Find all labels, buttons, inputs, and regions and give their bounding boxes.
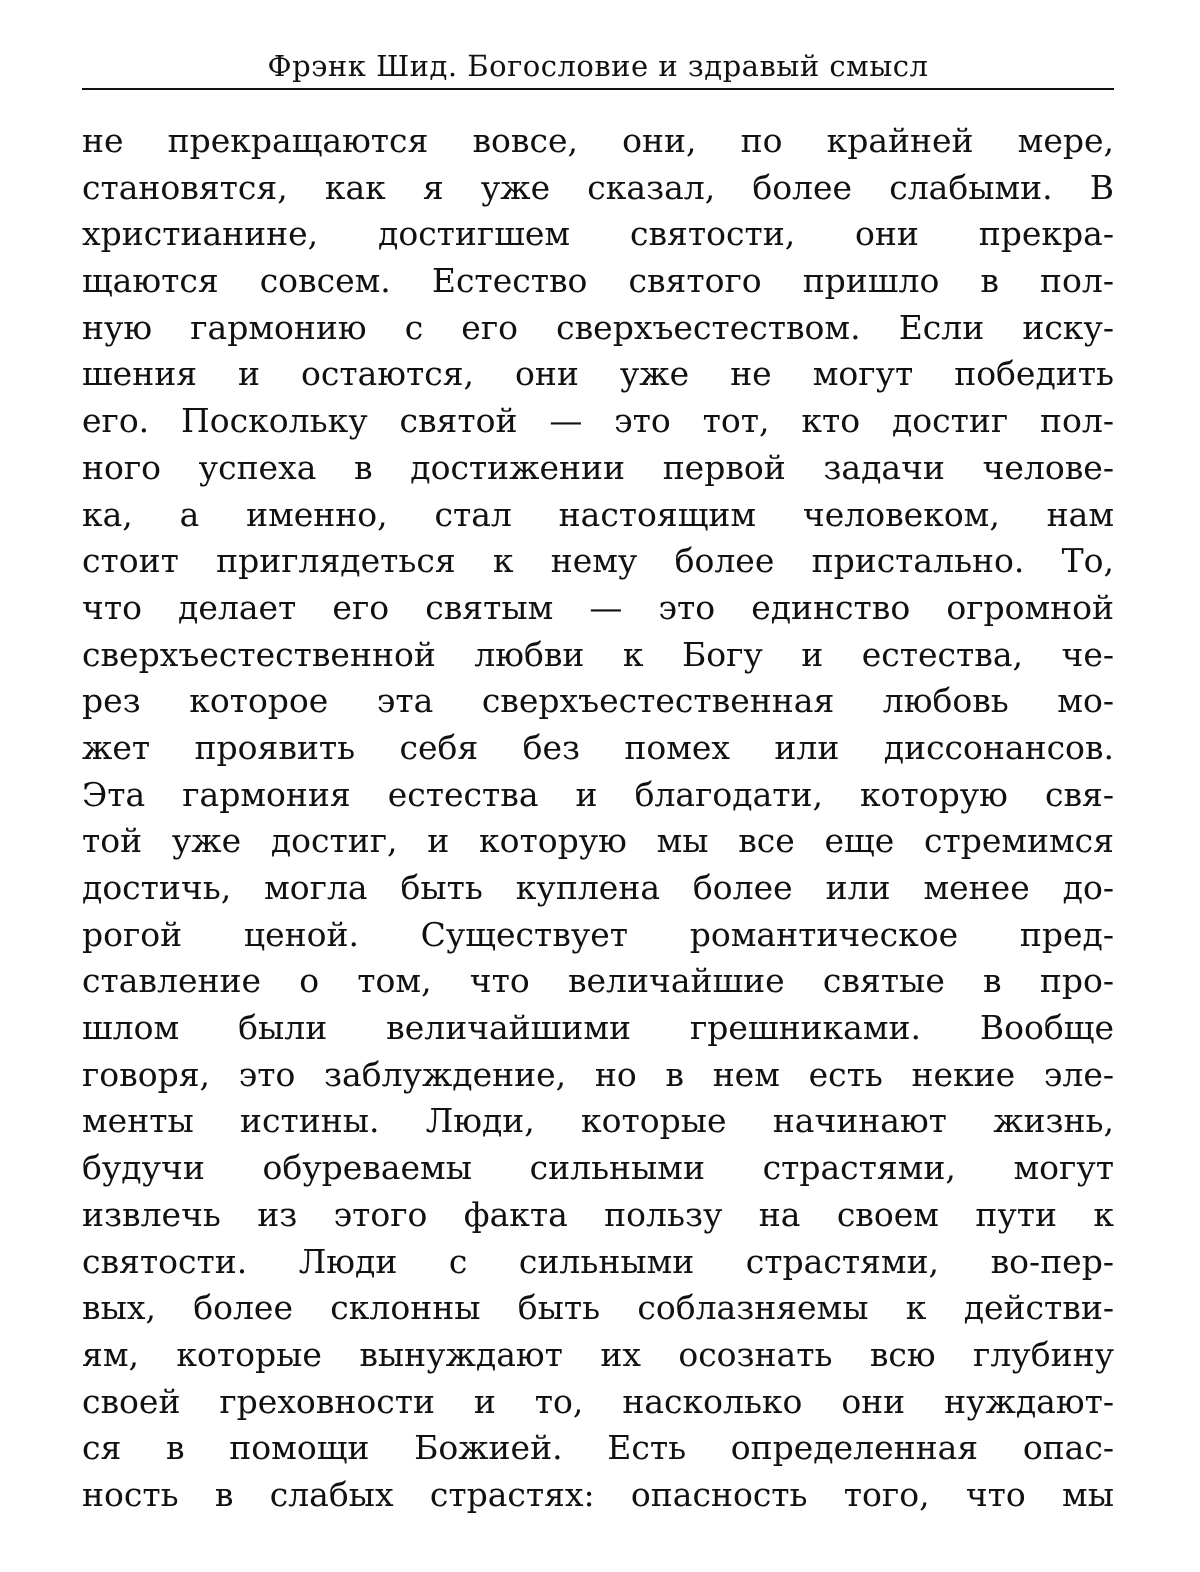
- text-line: будучи обуреваемы сильными страстями, могут: [82, 1148, 1114, 1188]
- text-line: становятся, как я уже сказал, более слабыми. В: [82, 167, 1114, 207]
- text-line: вых, более склонны быть соблазняемы к действи-: [82, 1288, 1114, 1328]
- text-line: рогой ценой. Существует романтическое пред-: [82, 914, 1114, 954]
- text-line: христианине, достигшем святости, они прекра-: [82, 214, 1114, 254]
- text-line: его. Поскольку святой — это тот, кто достиг пол-: [82, 401, 1114, 441]
- text-line: ся в помощи Божией. Есть определенная опас-: [82, 1428, 1114, 1468]
- text-line: ного успеха в достижении первой задачи челове-: [82, 447, 1114, 487]
- text-line: ям, которые вынуждают их осознать всю глубину: [82, 1334, 1114, 1374]
- text-line: шлом были величайшими грешниками. Вообще: [82, 1008, 1114, 1048]
- text-line: Эта гармония естества и благодати, которую свя-: [82, 774, 1114, 814]
- text-line: святости. Люди с сильными страстями, во-пер-: [82, 1241, 1114, 1281]
- text-line: не прекращаются вовсе, они, по крайней мере,: [82, 121, 1114, 160]
- text-line: ную гармонию с его сверхъестеством. Если иску-: [82, 307, 1114, 347]
- text-line: говоря, это заблуждение, но в нем есть некие эле-: [82, 1054, 1114, 1094]
- text-line: рез которое эта сверхъестественная любовь мо-: [82, 681, 1114, 721]
- text-line: сверхъестественной любви к Богу и естества, че-: [82, 634, 1114, 674]
- text-line: достичь, могла быть куплена более или менее до-: [82, 868, 1114, 907]
- header-divider: [82, 88, 1114, 90]
- text-line: ставление о том, что величайшие святые в про-: [82, 961, 1114, 1001]
- text-line: той уже достиг, и которую мы все еще стремимся: [82, 821, 1114, 861]
- body-text: [82, 118, 1114, 1519]
- text-line: извлечь из этого факта пользу на своем пути к: [82, 1194, 1114, 1234]
- document-page: [82, 0, 1114, 1572]
- text-line: жет проявить себя без помех или диссонансов.: [82, 727, 1114, 767]
- text-line: щаются совсем. Естество святого пришло в пол-: [82, 261, 1114, 301]
- text-line: менты истины. Люди, которые начинают жизнь,: [82, 1101, 1114, 1141]
- text-line: что делает его святым — это единство огромной: [82, 587, 1114, 627]
- running-header: Фрэнк Шид. Богословие и здравый смысл: [267, 49, 929, 83]
- text-line: стоит приглядеться к нему более пристально. То,: [82, 541, 1114, 581]
- text-line: ность в слабых страстях: опасность того, что мы: [82, 1474, 1114, 1514]
- text-line: шения и остаются, они уже не могут победить: [82, 354, 1114, 394]
- text-line: своей греховности и то, насколько они нуждают-: [82, 1381, 1114, 1421]
- text-line: ка, а именно, стал настоящим человеком, нам: [82, 494, 1114, 534]
